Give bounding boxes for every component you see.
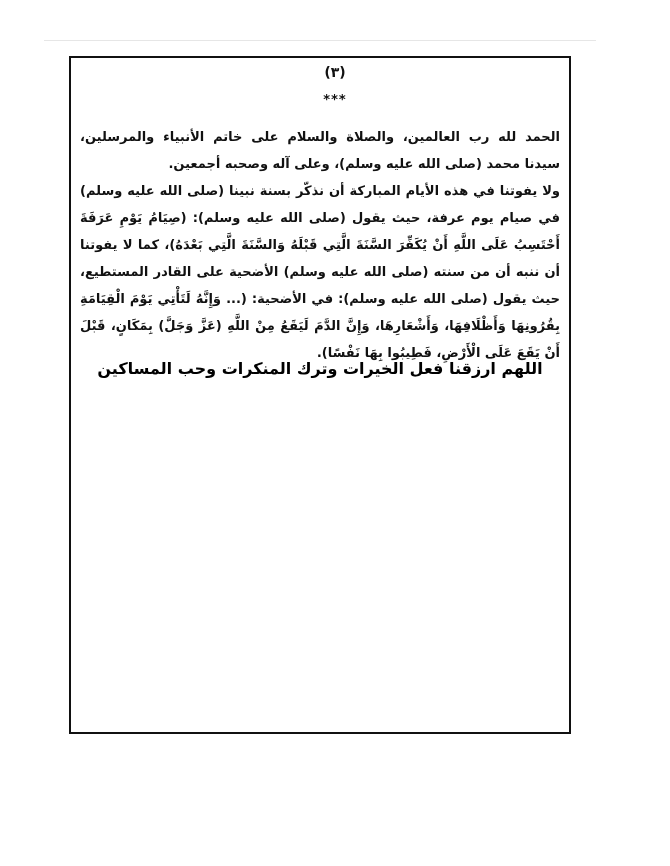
paragraph-arafah-and-udhiyah: ولا يفوتنا في هذه الأيام المباركة أن نذكّر بسنة نبينا (صلى الله عليه وسلم) في صيام يوم عرفة، حيث يقول (صلى الله عليه وسلم): (صِيَامُ يَوْمِ عَرَفَةَ أَحْتَسِبُ عَلَى اللَّهِ أَنْ يُكَفِّرَ السَّنَةَ الَّتِي قَبْلَهُ وَالسَّنَةَ الَّتِي بَعْدَهُ)، كما لا يفوتنا أن ننبه أن من سنته (صلى الله عليه وسلم) الأضحية على القادر المستطيع، حيث يقول (صلى الله عليه وسلم): في الأضحية: (... وَإِنَّهُ لَتَأْتِي يَوْمَ الْقِيَامَةِ بِقُرُونِهَا وَأَظْلَافِهَا، وَأَشْعَارِهَا، وَإِنَّ الدَّمَ لَيَقَعُ مِنْ اللَّهِ (عَزَّ وَجَلَّ) بِمَكَانٍ، قَبْلَ أَنْ يَقَعَ عَلَى الْأَرْضِ، فَطِيبُوا بِهَا نَفْسًا). (80, 184, 560, 361)
page-number: (٣) (324, 65, 346, 81)
top-divider-line (44, 40, 596, 41)
paragraph-opening: الحمد لله رب العالمين، والصلاة والسلام على خاتم الأنبياء والمرسلين، سيدنا محمد (صلى الله عليه وسلم)، وعلى آله وصحبه أجمعين. (80, 130, 560, 172)
section-separator: *** (323, 93, 347, 108)
closing-supplication: اللهم ارزقنا فعل الخيرات وترك المنكرات وحب المساكين (97, 359, 543, 378)
body-text (80, 124, 560, 367)
